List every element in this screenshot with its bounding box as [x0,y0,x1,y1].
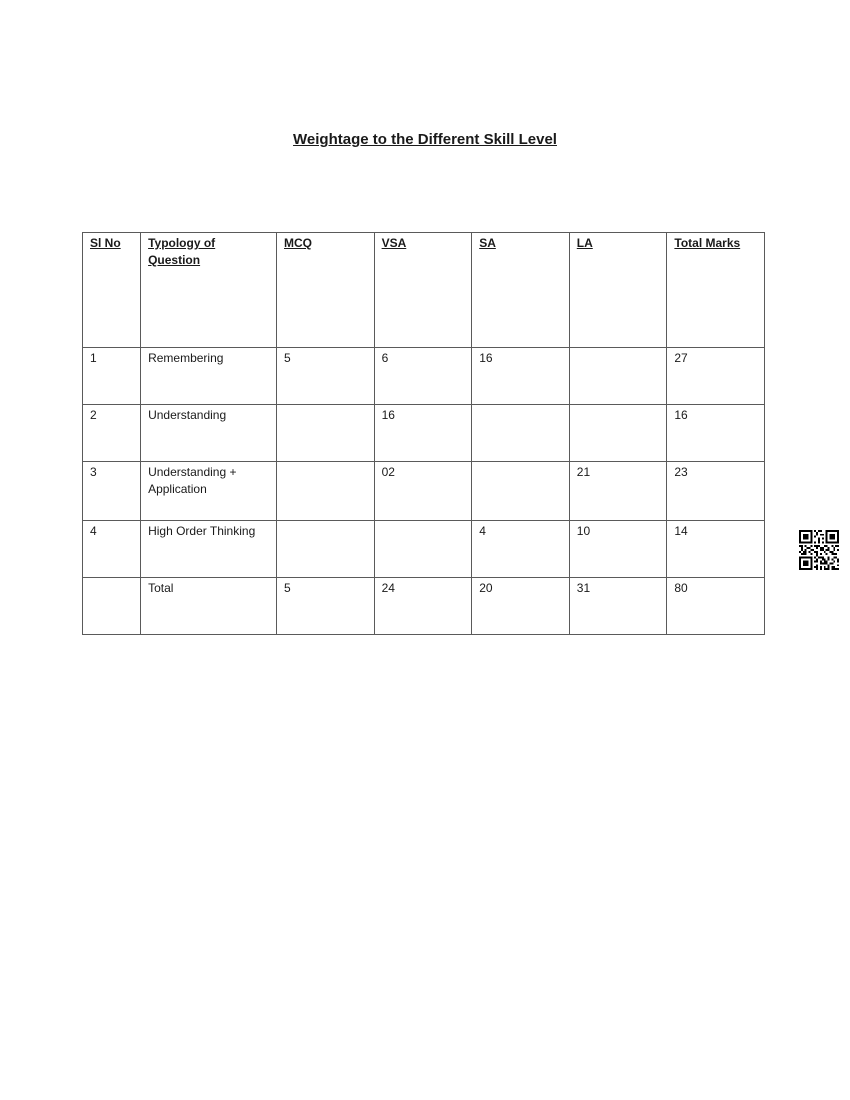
cell-sa: 20 [472,578,570,635]
total-row [83,578,765,635]
cell-la [569,348,667,405]
cell-sl-no: 1 [83,348,141,405]
weightage-table [82,232,765,635]
cell-la [569,405,667,462]
cell-vsa: 24 [374,578,472,635]
cell-typology: Total [141,578,277,635]
cell-vsa: 6 [374,348,472,405]
cell-typology: Understanding + Application [141,462,277,521]
cell-sl-no [83,578,141,635]
qr-code-icon [799,530,839,570]
cell-sl-no: 2 [83,405,141,462]
cell-mcq: 5 [277,348,375,405]
cell-mcq [277,405,375,462]
header-vsa: VSA [374,233,472,348]
cell-vsa: 16 [374,405,472,462]
cell-total-marks: 80 [667,578,765,635]
cell-typology: High Order Thinking [141,521,277,578]
cell-mcq [277,521,375,578]
header-mcq: MCQ [277,233,375,348]
cell-la: 21 [569,462,667,521]
cell-mcq: 5 [277,578,375,635]
header-total-marks: Total Marks [667,233,765,348]
header-typology: Typology of Question [141,233,277,348]
cell-la: 10 [569,521,667,578]
cell-sl-no: 3 [83,462,141,521]
cell-sa: 4 [472,521,570,578]
cell-la: 31 [569,578,667,635]
cell-total-marks: 16 [667,405,765,462]
page-title: Weightage to the Different Skill Level [293,131,557,148]
table-row [83,462,765,521]
cell-vsa: 02 [374,462,472,521]
header-sl-no: Sl No [83,233,141,348]
cell-total-marks: 23 [667,462,765,521]
cell-mcq [277,462,375,521]
cell-total-marks: 27 [667,348,765,405]
cell-sa: 16 [472,348,570,405]
table-row [83,348,765,405]
cell-sa [472,405,570,462]
cell-total-marks: 14 [667,521,765,578]
header-row [83,233,765,348]
cell-sl-no: 4 [83,521,141,578]
cell-vsa [374,521,472,578]
cell-typology: Understanding [141,405,277,462]
header-la: LA [569,233,667,348]
cell-sa [472,462,570,521]
table-row [83,405,765,462]
cell-typology: Remembering [141,348,277,405]
table-row [83,521,765,578]
header-sa: SA [472,233,570,348]
